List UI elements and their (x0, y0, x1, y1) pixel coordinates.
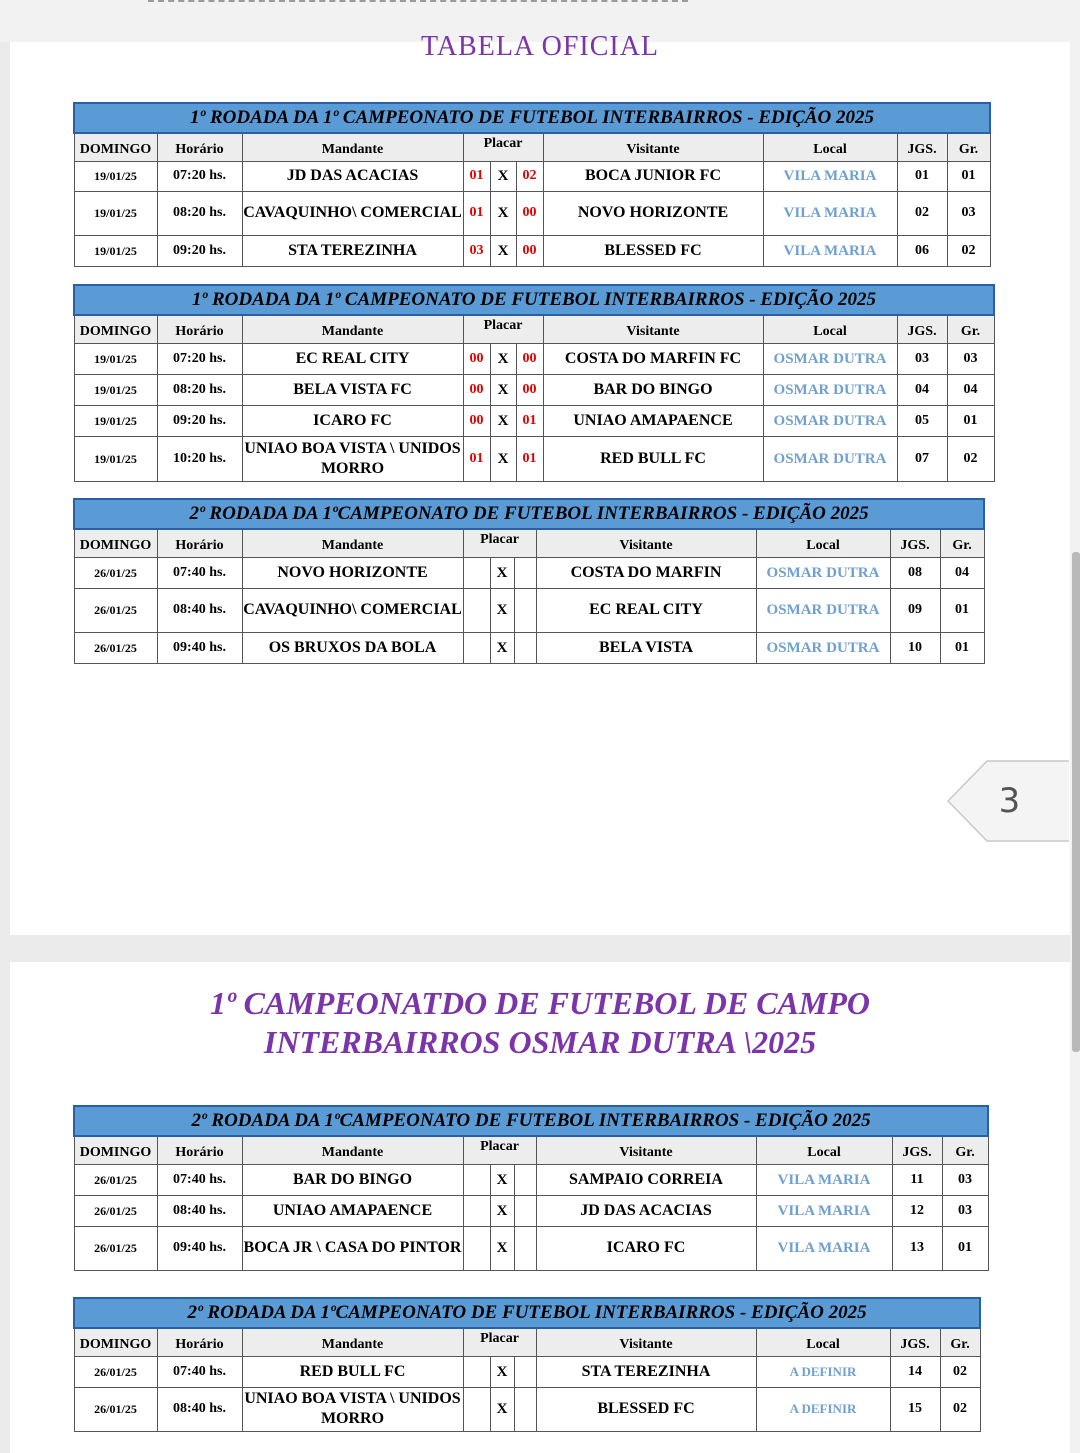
col-header-away: Visitante (543, 133, 763, 161)
away-team: COSTA DO MARFIN FC (543, 343, 763, 374)
away-team: ICARO FC (536, 1226, 756, 1270)
match-time: 09:20 hs. (157, 235, 242, 266)
away-score (514, 1195, 536, 1226)
match-date: 19/01/25 (74, 161, 157, 191)
match-time: 08:20 hs. (157, 191, 242, 235)
col-header-time: Horário (157, 133, 242, 161)
away-team: STA TEREZINHA (536, 1356, 756, 1387)
col-header-time: Horário (157, 315, 242, 343)
table-row (74, 235, 990, 266)
match-venue: OSMAR DUTRA (756, 632, 890, 663)
away-team: UNIAO AMAPAENCE (543, 405, 763, 436)
col-header-time: Horário (157, 1328, 242, 1356)
col-header-score: Placar (463, 1136, 536, 1164)
round-banner: 1º RODADA DA 1º CAMPEONATO DE FUTEBOL INTERBAIRROS - EDIÇÃO 2025 (74, 285, 994, 315)
score-separator: X (490, 632, 514, 663)
match-venue: A DEFINIR (756, 1356, 890, 1387)
game-number: 03 (897, 343, 947, 374)
col-header-group: Gr. (947, 315, 994, 343)
championship-title-line1: 1º CAMPEONATDO DE FUTEBOL DE CAMPO (209, 985, 871, 1021)
score-separator: X (490, 1387, 514, 1431)
away-score: 01 (516, 405, 543, 436)
home-score: 01 (463, 191, 490, 235)
col-header-group: Gr. (940, 529, 984, 557)
home-team: UNIAO AMAPAENCE (242, 1195, 463, 1226)
table-row (74, 1226, 988, 1270)
match-date: 26/01/25 (74, 588, 157, 632)
col-header-day: DOMINGO (74, 529, 157, 557)
game-number: 11 (892, 1164, 942, 1195)
score-separator: X (490, 235, 516, 266)
home-team: BOCA JR \ CASA DO PINTOR (242, 1226, 463, 1270)
match-venue: VILA MARIA (763, 161, 897, 191)
table-row (74, 374, 994, 405)
away-score: 01 (516, 436, 543, 481)
match-venue: A DEFINIR (756, 1387, 890, 1431)
away-score: 00 (516, 191, 543, 235)
fixtures-table (73, 102, 991, 267)
away-team: BLESSED FC (536, 1387, 756, 1431)
home-score (463, 1226, 490, 1270)
col-header-time: Horário (157, 529, 242, 557)
match-time: 08:40 hs. (157, 588, 242, 632)
match-date: 26/01/25 (74, 1226, 157, 1270)
home-team: STA TEREZINHA (242, 235, 463, 266)
table-row (74, 1356, 980, 1387)
table-row (74, 1164, 988, 1195)
col-header-home: Mandante (242, 315, 463, 343)
col-header-game: JGS. (890, 1328, 940, 1356)
home-team: UNIAO BOA VISTA \ UNIDOS MORRO (242, 436, 463, 481)
away-score: 02 (516, 161, 543, 191)
group-number: 03 (942, 1195, 988, 1226)
away-score (514, 588, 536, 632)
col-header-game: JGS. (890, 529, 940, 557)
col-header-score: Placar (463, 1328, 536, 1356)
col-header-home: Mandante (242, 529, 463, 557)
score-separator: X (490, 1164, 514, 1195)
match-date: 26/01/25 (74, 632, 157, 663)
game-number: 10 (890, 632, 940, 663)
round-banner: 2º RODADA DA 1ºCAMPEONATO DE FUTEBOL INTERBAIRROS - EDIÇÃO 2025 (74, 499, 984, 529)
match-venue: OSMAR DUTRA (756, 588, 890, 632)
group-number: 02 (947, 436, 994, 481)
group-number: 01 (942, 1226, 988, 1270)
group-number: 01 (940, 588, 984, 632)
home-team: EC REAL CITY (242, 343, 463, 374)
game-number: 14 (890, 1356, 940, 1387)
dashed-divider (148, 0, 688, 3)
home-team: RED BULL FC (242, 1356, 463, 1387)
match-time: 09:40 hs. (157, 1226, 242, 1270)
home-team: BAR DO BINGO (242, 1164, 463, 1195)
home-score (463, 1356, 490, 1387)
match-date: 26/01/25 (74, 1195, 157, 1226)
score-separator: X (490, 588, 514, 632)
home-score (463, 1195, 490, 1226)
home-team: JD DAS ACACIAS (242, 161, 463, 191)
score-separator: X (490, 405, 516, 436)
col-header-away: Visitante (543, 315, 763, 343)
match-time: 10:20 hs. (157, 436, 242, 481)
col-header-home: Mandante (242, 133, 463, 161)
away-team: COSTA DO MARFIN (536, 557, 756, 588)
table-row (74, 632, 984, 663)
match-date: 26/01/25 (74, 1356, 157, 1387)
table-title: TABELA OFICIAL (420, 33, 660, 59)
fixtures-table (73, 1105, 989, 1271)
group-number: 02 (940, 1387, 980, 1431)
fixtures-table (73, 498, 985, 664)
home-score: 00 (463, 343, 490, 374)
match-venue: OSMAR DUTRA (763, 436, 897, 481)
match-date: 19/01/25 (74, 405, 157, 436)
score-separator: X (490, 557, 514, 588)
game-number: 09 (890, 588, 940, 632)
match-time: 08:40 hs. (157, 1387, 242, 1431)
col-header-venue: Local (763, 133, 897, 161)
col-header-day: DOMINGO (74, 133, 157, 161)
col-header-group: Gr. (947, 133, 990, 161)
home-score (463, 557, 490, 588)
col-header-time: Horário (157, 1136, 242, 1164)
match-venue: OSMAR DUTRA (763, 405, 897, 436)
col-header-score: Placar (463, 315, 543, 343)
away-team: BELA VISTA (536, 632, 756, 663)
score-separator: X (490, 1226, 514, 1270)
fixtures-table (73, 1297, 981, 1432)
away-score (514, 1387, 536, 1431)
page-number-badge[interactable] (947, 760, 1070, 842)
away-team: BLESSED FC (543, 235, 763, 266)
group-number: 03 (947, 343, 994, 374)
col-header-away: Visitante (536, 1328, 756, 1356)
away-team: BAR DO BINGO (543, 374, 763, 405)
away-score: 00 (516, 343, 543, 374)
match-venue: VILA MARIA (756, 1164, 892, 1195)
group-number: 03 (947, 191, 990, 235)
match-time: 09:20 hs. (157, 405, 242, 436)
col-header-venue: Local (756, 529, 890, 557)
col-header-game: JGS. (897, 315, 947, 343)
home-team: CAVAQUINHO\ COMERCIAL (242, 588, 463, 632)
group-number: 01 (947, 405, 994, 436)
col-header-venue: Local (763, 315, 897, 343)
match-venue: VILA MARIA (763, 235, 897, 266)
match-date: 19/01/25 (74, 374, 157, 405)
home-team: OS BRUXOS DA BOLA (242, 632, 463, 663)
table-row (74, 405, 994, 436)
away-score (514, 1356, 536, 1387)
game-number: 15 (890, 1387, 940, 1431)
score-separator: X (490, 191, 516, 235)
col-header-venue: Local (756, 1136, 892, 1164)
away-team: EC REAL CITY (536, 588, 756, 632)
home-team: NOVO HORIZONTE (242, 557, 463, 588)
col-header-group: Gr. (940, 1328, 980, 1356)
score-separator: X (490, 161, 516, 191)
table-row (74, 161, 990, 191)
match-time: 08:40 hs. (157, 1195, 242, 1226)
game-number: 06 (897, 235, 947, 266)
table-row (74, 1195, 988, 1226)
table-row (74, 557, 984, 588)
scrollbar-thumb[interactable] (1072, 552, 1080, 1052)
home-team: ICARO FC (242, 405, 463, 436)
match-time: 07:40 hs. (157, 1356, 242, 1387)
group-number: 02 (940, 1356, 980, 1387)
match-date: 26/01/25 (74, 1387, 157, 1431)
away-team: NOVO HORIZONTE (543, 191, 763, 235)
match-time: 07:40 hs. (157, 1164, 242, 1195)
col-header-game: JGS. (897, 133, 947, 161)
table-row (74, 1387, 980, 1431)
match-venue: VILA MARIA (763, 191, 897, 235)
col-header-score: Placar (463, 133, 543, 161)
match-date: 19/01/25 (74, 343, 157, 374)
table-row (74, 191, 990, 235)
away-score (514, 632, 536, 663)
col-header-away: Visitante (536, 1136, 756, 1164)
home-score (463, 632, 490, 663)
match-date: 26/01/25 (74, 557, 157, 588)
game-number: 07 (897, 436, 947, 481)
away-team: SAMPAIO CORREIA (536, 1164, 756, 1195)
home-team: CAVAQUINHO\ COMERCIAL (242, 191, 463, 235)
away-score (514, 557, 536, 588)
game-number: 05 (897, 405, 947, 436)
game-number: 08 (890, 557, 940, 588)
score-separator: X (490, 343, 516, 374)
group-number: 02 (947, 235, 990, 266)
match-time: 07:40 hs. (157, 557, 242, 588)
score-separator: X (490, 374, 516, 405)
match-venue: OSMAR DUTRA (756, 557, 890, 588)
match-time: 09:40 hs. (157, 632, 242, 663)
match-time: 08:20 hs. (157, 374, 242, 405)
home-score (463, 1387, 490, 1431)
game-number: 02 (897, 191, 947, 235)
away-team: RED BULL FC (543, 436, 763, 481)
away-score: 00 (516, 235, 543, 266)
group-number: 04 (947, 374, 994, 405)
match-time: 07:20 hs. (157, 343, 242, 374)
col-header-home: Mandante (242, 1328, 463, 1356)
table-row (74, 343, 994, 374)
col-header-group: Gr. (942, 1136, 988, 1164)
table-row (74, 436, 994, 481)
score-separator: X (490, 1195, 514, 1226)
match-venue: OSMAR DUTRA (763, 343, 897, 374)
round-banner: 2º RODADA DA 1ºCAMPEONATO DE FUTEBOL INTERBAIRROS - EDIÇÃO 2025 (74, 1106, 988, 1136)
match-date: 26/01/25 (74, 1164, 157, 1195)
home-score (463, 1164, 490, 1195)
page-number: 3 (998, 781, 1021, 821)
match-date: 19/01/25 (74, 436, 157, 481)
home-score: 01 (463, 436, 490, 481)
group-number: 03 (942, 1164, 988, 1195)
game-number: 01 (897, 161, 947, 191)
match-venue: VILA MARIA (756, 1226, 892, 1270)
home-score: 01 (463, 161, 490, 191)
game-number: 04 (897, 374, 947, 405)
away-score: 00 (516, 374, 543, 405)
col-header-day: DOMINGO (74, 1328, 157, 1356)
group-number: 04 (940, 557, 984, 588)
group-number: 01 (940, 632, 984, 663)
away-score (514, 1164, 536, 1195)
table-row (74, 588, 984, 632)
match-time: 07:20 hs. (157, 161, 242, 191)
round-banner: 1º RODADA DA 1º CAMPEONATO DE FUTEBOL INTERBAIRROS - EDIÇÃO 2025 (74, 103, 990, 133)
col-header-game: JGS. (892, 1136, 942, 1164)
group-number: 01 (947, 161, 990, 191)
home-score (463, 588, 490, 632)
col-header-score: Placar (463, 529, 536, 557)
home-team: UNIAO BOA VISTA \ UNIDOS MORRO (242, 1387, 463, 1431)
col-header-day: DOMINGO (74, 315, 157, 343)
away-score (514, 1226, 536, 1270)
game-number: 13 (892, 1226, 942, 1270)
home-score: 03 (463, 235, 490, 266)
score-separator: X (490, 436, 516, 481)
championship-title-line2: INTERBAIRROS OSMAR DUTRA \2025 (263, 1024, 817, 1060)
home-score: 00 (463, 405, 490, 436)
round-banner: 2º RODADA DA 1ºCAMPEONATO DE FUTEBOL INTERBAIRROS - EDIÇÃO 2025 (74, 1298, 980, 1328)
score-separator: X (490, 1356, 514, 1387)
away-team: JD DAS ACACIAS (536, 1195, 756, 1226)
fixtures-table (73, 284, 995, 482)
home-team: BELA VISTA FC (242, 374, 463, 405)
col-header-home: Mandante (242, 1136, 463, 1164)
match-venue: OSMAR DUTRA (763, 374, 897, 405)
match-date: 19/01/25 (74, 235, 157, 266)
col-header-day: DOMINGO (74, 1136, 157, 1164)
game-number: 12 (892, 1195, 942, 1226)
match-venue: VILA MARIA (756, 1195, 892, 1226)
match-date: 19/01/25 (74, 191, 157, 235)
away-team: BOCA JUNIOR FC (543, 161, 763, 191)
col-header-venue: Local (756, 1328, 890, 1356)
col-header-away: Visitante (536, 529, 756, 557)
home-score: 00 (463, 374, 490, 405)
